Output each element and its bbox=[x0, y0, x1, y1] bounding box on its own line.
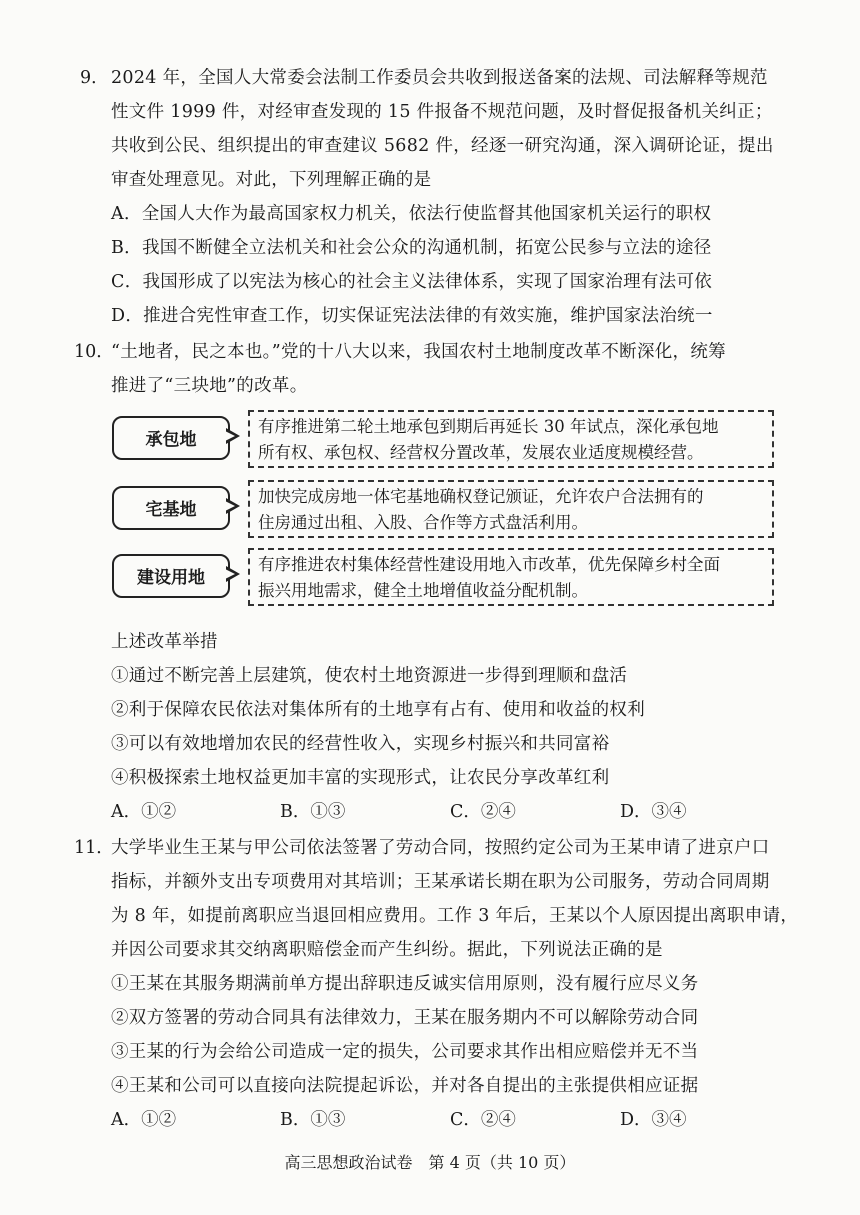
question-9-number: 9． bbox=[80, 68, 109, 88]
description-line: 有序推进农村集体经营性建设用地入市改革，优先保障乡村全面 bbox=[258, 555, 720, 574]
land-type-description bbox=[248, 410, 774, 468]
land-type-description bbox=[248, 548, 774, 606]
land-type-label: 宅基地 bbox=[112, 486, 230, 530]
question-11-item: ③王某的行为会给公司造成一定的损失，公司要求其作出相应赔偿并无不当 bbox=[111, 1042, 699, 1062]
question-10-option-d: D．③④ bbox=[620, 802, 687, 822]
question-9-line: 共收到公民、组织提出的审查建议 5682 件，经逐一研究沟通，深入调研论证，提出 bbox=[111, 136, 774, 156]
question-10-line: 推进了“三块地”的改革。 bbox=[111, 376, 308, 396]
question-11-item: ①王某在其服务期满前单方提出辞职违反诚实信用原则，没有履行应尽义务 bbox=[111, 974, 699, 994]
land-type-description bbox=[248, 480, 774, 538]
question-10-item: ④积极探索土地权益更加丰富的实现形式，让农民分享改革红利 bbox=[111, 768, 610, 788]
question-10-number: 10． bbox=[74, 342, 114, 362]
question-11-line: 为 8 年，如提前离职应当退回相应费用。工作 3 年后，王某以个人原因提出离职申请， bbox=[111, 906, 799, 926]
question-11-line: 并因公司要求其交纳离职赔偿金而产生纠纷。据此，下列说法正确的是 bbox=[111, 940, 663, 960]
question-9-line: 2024 年，全国人大常委会法制工作委员会共收到报送备案的法规、司法解释等规范 bbox=[111, 68, 768, 88]
question-10-option-c: C．②④ bbox=[450, 802, 516, 822]
question-11-line: 指标，并额外支出专项费用对其培训；王某承诺长期在职为公司服务，劳动合同周期 bbox=[111, 872, 770, 892]
question-11-option-b: B．①③ bbox=[280, 1110, 346, 1130]
land-type-row-construction bbox=[112, 548, 774, 610]
question-10-option-a: A．①② bbox=[111, 802, 177, 822]
question-9-option-c: C．我国形成了以宪法为核心的社会主义法律体系，实现了国家治理有法可依 bbox=[111, 272, 713, 292]
question-10-item: ③可以有效地增加农民的经营性收入，实现乡村振兴和共同富裕 bbox=[111, 734, 610, 754]
question-11-option-d: D．③④ bbox=[620, 1110, 687, 1130]
question-11-option-c: C．②④ bbox=[450, 1110, 516, 1130]
land-type-label: 建设用地 bbox=[112, 554, 230, 598]
land-type-row-homestead bbox=[112, 480, 774, 542]
land-type-row-contract bbox=[112, 410, 774, 472]
question-10-item: ①通过不断完善上层建筑，使农村土地资源进一步得到理顺和盘活 bbox=[111, 666, 628, 686]
question-10-stem: 上述改革举措 bbox=[111, 632, 218, 652]
description-line: 所有权、承包权、经营权分置改革，发展农业适度规模经营。 bbox=[258, 443, 704, 462]
description-line: 加快完成房地一体宅基地确权登记颁证，允许农户合法拥有的 bbox=[258, 487, 704, 506]
question-9-option-b: B．我国不断健全立法机关和社会公众的沟通机制，拓宽公民参与立法的途径 bbox=[111, 238, 712, 258]
question-10-line: “土地者，民之本也。”党的十八大以来，我国农村土地制度改革不断深化，统筹 bbox=[111, 342, 726, 362]
question-9-option-d: D．推进合宪性审查工作，切实保证宪法法律的有效实施，维护国家法治统一 bbox=[111, 306, 713, 326]
page-footer: 高三思想政治试卷 第 4 页（共 10 页） bbox=[284, 1153, 576, 1172]
description-line: 有序推进第二轮土地承包到期后再延长 30 年试点，深化承包地 bbox=[258, 417, 719, 436]
question-9-option-a: A．全国人大作为最高国家权力机关，依法行使监督其他国家机关运行的职权 bbox=[111, 204, 712, 224]
question-11-line: 大学毕业生王某与甲公司依法签署了劳动合同，按照约定公司为王某申请了进京户口 bbox=[111, 838, 770, 858]
question-9-line: 审查处理意见。对此，下列理解正确的是 bbox=[111, 170, 432, 190]
question-10-item: ②利于保障农民依法对集体所有的土地享有占有、使用和收益的权利 bbox=[111, 700, 645, 720]
description-line: 振兴用地需求，健全土地增值收益分配机制。 bbox=[258, 581, 588, 600]
question-10-option-b: B．①③ bbox=[280, 802, 346, 822]
question-11-option-a: A．①② bbox=[111, 1110, 177, 1130]
description-line: 住房通过出租、入股、合作等方式盘活利用。 bbox=[258, 513, 588, 532]
question-9-line: 性文件 1999 件，对经审查发现的 15 件报备不规范问题，及时督促报备机关纠正； bbox=[111, 102, 773, 122]
question-11-item: ④王某和公司可以直接向法院提起诉讼，并对各自提出的主张提供相应证据 bbox=[111, 1076, 699, 1096]
question-11-item: ②双方签署的劳动合同具有法律效力，王某在服务期内不可以解除劳动合同 bbox=[111, 1008, 699, 1028]
land-type-label: 承包地 bbox=[112, 416, 230, 460]
question-11-number: 11． bbox=[74, 838, 114, 858]
